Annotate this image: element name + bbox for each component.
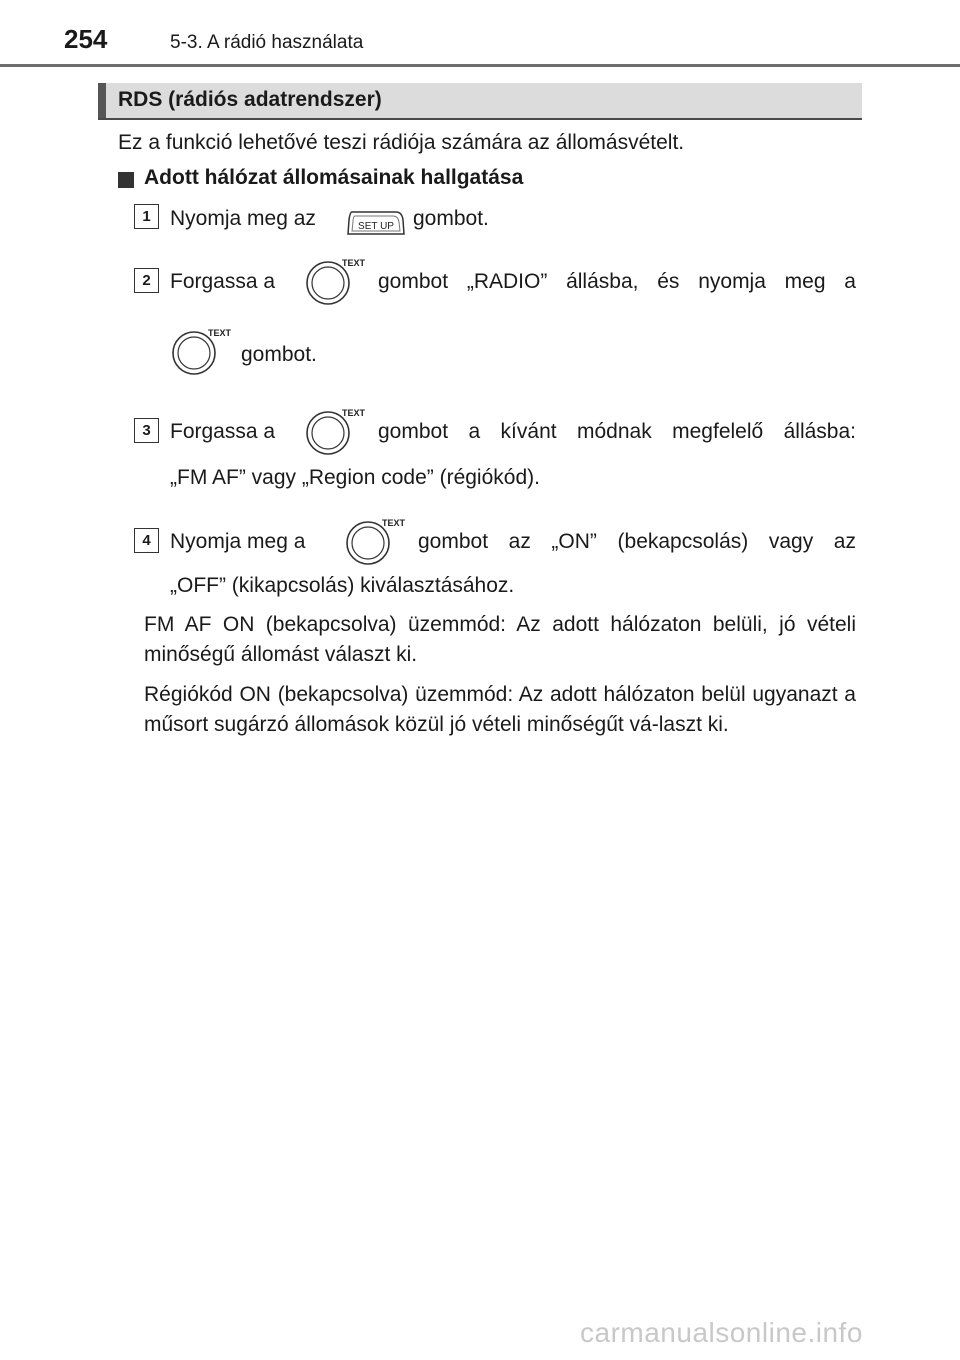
subheading: Adott hálózat állomásainak hallgatása <box>144 166 524 189</box>
step-3-text-after: gombot a kívánt módnak megfelelő állásba: <box>378 420 856 443</box>
step-number-3: 3 <box>134 418 159 443</box>
tune-dial-icon <box>304 256 376 312</box>
step-2-text-line2: gombot. <box>241 343 317 366</box>
step-1-text-after: gombot. <box>413 207 489 230</box>
page-number: 254 <box>64 24 108 54</box>
setup-button-icon <box>346 208 406 238</box>
step-3-text-before: Forgassa a <box>170 420 276 443</box>
note-fm-af: FM AF ON (bekapcsolva) üzemmód: Az adott hálózaton belüli, jó vételi minőségű állomást választ ki. <box>144 613 856 666</box>
svg-text:TEXT: TEXT <box>342 258 366 268</box>
tune-dial-icon <box>304 406 376 462</box>
step-4-text-after: gombot az „ON” (bekapcsolás) vagy az <box>418 530 856 553</box>
svg-text:TEXT: TEXT <box>382 518 406 528</box>
note-region-code: Régiókód ON (bekapcsolva) üzemmód: Az adott hálózaton belül ugyanazt a műsort sugárzó állomások közül jó vételi minőségűt vá-laszt ki. <box>144 683 856 736</box>
svg-text:TEXT: TEXT <box>342 408 366 418</box>
step-1-text-before: Nyomja meg az <box>170 207 316 230</box>
step-4-text-before: Nyomja meg a <box>170 530 306 553</box>
square-bullet-icon <box>118 172 134 188</box>
step-2-text-before: Forgassa a <box>170 270 276 293</box>
tune-dial-icon <box>344 516 416 572</box>
header-divider <box>0 64 960 67</box>
section-accent <box>98 83 106 118</box>
footer-watermark: carmanualsonline.info <box>580 1317 863 1348</box>
section-title-bar <box>98 83 862 120</box>
step-4-text-line2: „OFF” (kikapcsolás) kiválasztásához. <box>170 574 515 597</box>
svg-text:SET UP: SET UP <box>358 221 394 232</box>
intro-text: Ez a funkció lehetővé teszi rádiója számára az állomásvételt. <box>118 131 685 154</box>
step-number-2: 2 <box>134 268 159 293</box>
step-number-4: 4 <box>134 528 159 553</box>
step-number-1: 1 <box>134 204 159 229</box>
chapter-title: 5-3. A rádió használata <box>170 32 364 53</box>
page-header <box>0 0 960 68</box>
step-2-text-after: gombot „RADIO” állásba, és nyomja meg a <box>378 270 856 293</box>
svg-text:TEXT: TEXT <box>208 328 232 338</box>
tune-dial-icon <box>170 326 242 382</box>
step-3-text-line2: „FM AF” vagy „Region code” (régiókód). <box>170 466 540 489</box>
section-title: RDS (rádiós adatrendszer) <box>118 88 382 111</box>
